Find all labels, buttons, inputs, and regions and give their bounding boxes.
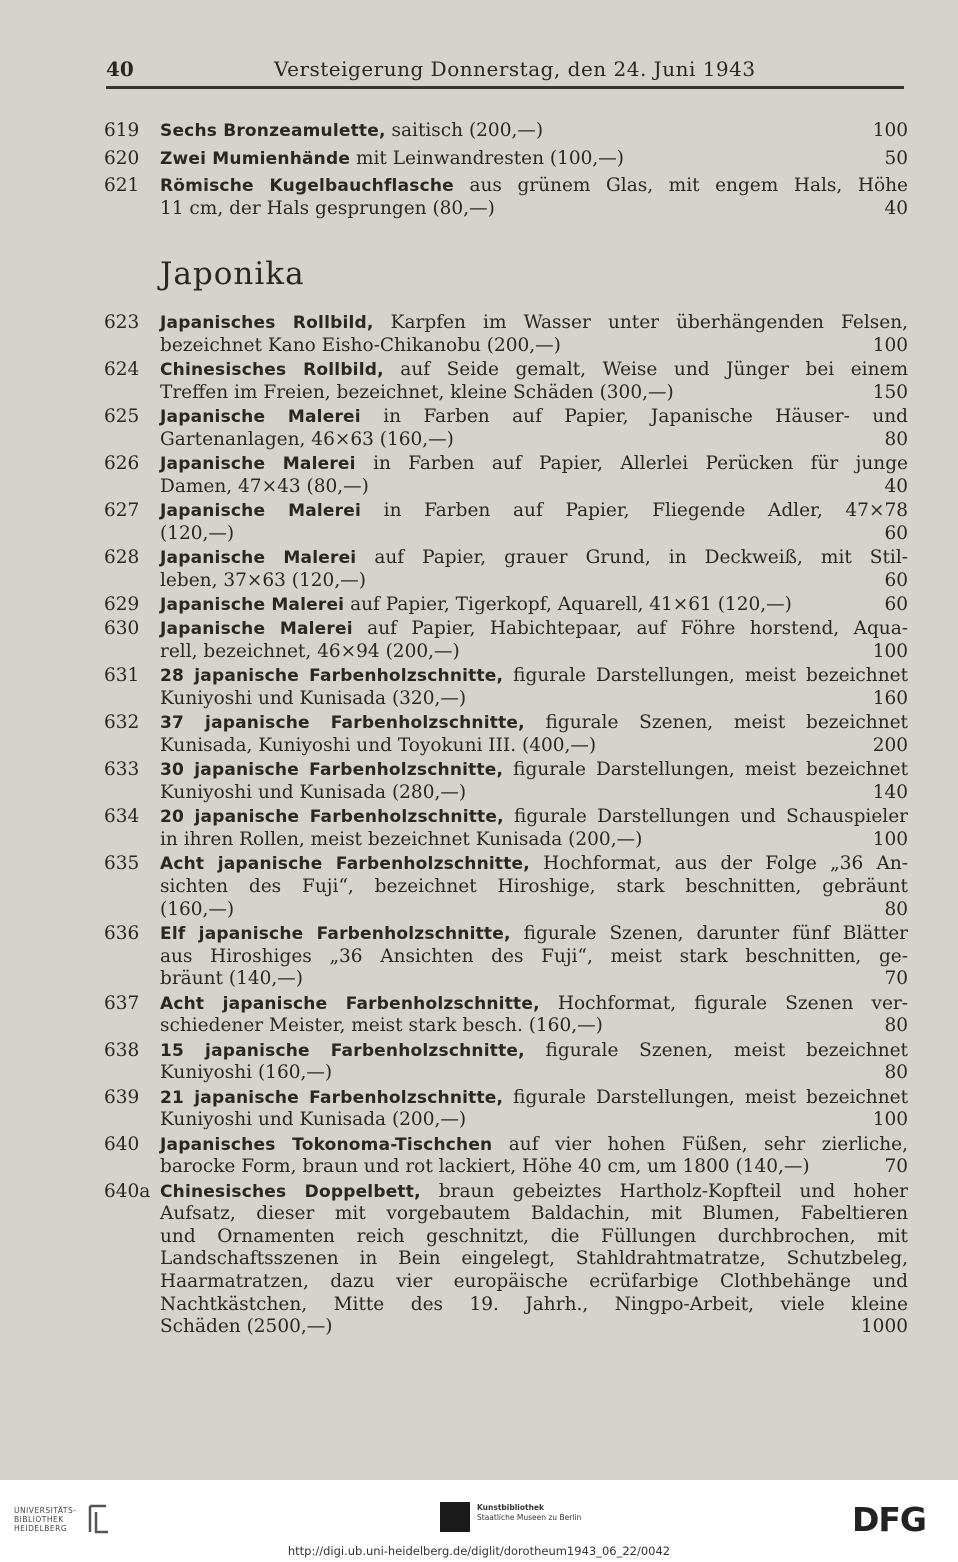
lot-text: figurale Szenen, darunter fünf Blätter [510, 923, 908, 944]
lot-description [160, 1181, 908, 1339]
description-line [160, 1040, 908, 1063]
catalog-entry [104, 406, 908, 451]
description-line [160, 1294, 908, 1317]
lot-number: 619 [104, 120, 140, 141]
lot-title: 15 japanische Farbenholzschnitte, [160, 1040, 525, 1061]
description-line [160, 312, 908, 335]
lot-price: 80 [884, 428, 908, 450]
ub-heidelberg-logo[interactable]: UNIVERSITÄTS- BIBLIOTHEK HEIDELBERG [14, 1506, 77, 1533]
catalog-entry [104, 148, 908, 171]
description-line [160, 120, 908, 143]
lot-description [160, 312, 908, 357]
catalog-entry [104, 359, 908, 404]
description-line [160, 946, 908, 969]
description-line [160, 175, 908, 198]
lot-price: 60 [884, 522, 908, 544]
description-line [160, 1316, 908, 1339]
lot-description [160, 359, 908, 404]
header-rule [106, 86, 904, 89]
lot-text: figurale Szenen, meist bezeichnet [524, 712, 908, 734]
lot-price: 80 [884, 1062, 908, 1084]
lot-text: figurale Szenen, meist bezeichnet [524, 1039, 908, 1061]
lot-description [160, 547, 908, 592]
lot-text: Hochformat, aus der Folge „36 An- [529, 853, 908, 875]
lot-number: 633 [104, 759, 140, 781]
description-line [160, 1134, 908, 1157]
lot-text: Kunisada, Kuniyoshi und Toyokuni III. (400,—) [160, 734, 597, 756]
lot-text: auf Papier, Habichtepaar, auf Föhre horstend, Aqua- [352, 618, 908, 640]
description-line [160, 688, 908, 711]
lot-title: 37 japanische Farbenholzschnitte, [160, 713, 525, 734]
description-line [160, 712, 908, 735]
lot-text: Nachtkästchen, Mitte des 19. Jahrh., Ningpo-Arbeit, viele kleine [160, 1293, 908, 1315]
lot-number: 631 [104, 665, 140, 687]
description-line [160, 735, 908, 758]
lot-description [160, 759, 908, 804]
lot-description [160, 120, 908, 143]
description-line [160, 1248, 908, 1271]
lot-number: 629 [104, 594, 140, 615]
lot-number: 624 [104, 359, 140, 380]
lot-description [160, 175, 908, 220]
lot-text: (160,—) [160, 898, 235, 920]
lot-description [160, 500, 908, 545]
description-line [160, 1181, 908, 1204]
lot-description [160, 1134, 908, 1179]
lot-description [160, 618, 908, 663]
lot-price: 140 [872, 781, 908, 803]
lot-text: (120,—) [160, 522, 235, 544]
lot-text: figurale Darstellungen und Schauspieler [503, 806, 908, 828]
lot-title: 30 japanische Farbenholzschnitte, [160, 760, 504, 781]
lot-title: Chinesisches Doppelbett, [160, 1181, 421, 1202]
description-line [160, 500, 908, 523]
lot-text: figurale Darstellungen, meist bezeichnet [503, 1086, 909, 1108]
lot-text: Landschaftsszenen in Bein eingelegt, Stahldrahtmatratze, Schutzbeleg, [160, 1248, 908, 1270]
lot-number: 620 [104, 147, 140, 169]
lot-description [160, 1087, 908, 1132]
description-line [160, 335, 908, 358]
lot-text: Karpfen im Wasser unter überhängenden Felsen, [373, 312, 908, 333]
lot-number: 634 [104, 806, 140, 828]
lot-price: 1000 [860, 1316, 908, 1338]
page-header [106, 57, 906, 85]
description-line [160, 1087, 908, 1110]
lot-number: 630 [104, 618, 140, 640]
catalog-entry [104, 1040, 908, 1085]
lot-price: 150 [872, 381, 908, 403]
lot-text: bezeichnet Kano Eisho-Chikanobu (200,—) [160, 334, 561, 356]
lot-number: 625 [104, 406, 140, 427]
lot-text: leben, 37×63 (120,—) [160, 569, 366, 591]
section-title: Japonika [160, 256, 305, 292]
description-line [160, 923, 908, 946]
description-line [160, 829, 908, 852]
description-line [160, 782, 908, 805]
catalog-entry [104, 1087, 908, 1132]
lot-text: Aufsatz, dieser mit vorgebautem Baldachin, mit Blumen, Fabeltieren [160, 1203, 908, 1225]
lot-text: Gartenanlagen, 46×63 (160,—) [160, 428, 454, 450]
lot-number: 626 [104, 453, 140, 474]
lot-text: barocke Form, braun und rot lackiert, Höhe 40 cm, um 1800 (140,—) [160, 1156, 810, 1178]
lot-description [160, 406, 908, 451]
lot-text: Schäden (2500,—) [160, 1316, 333, 1338]
lot-title: Japanische Malerei [160, 619, 353, 640]
lot-title: Sechs Bronzeamulette, [160, 121, 386, 141]
lot-title: Elf japanische Farbenholzschnitte, [160, 924, 511, 944]
lot-description [160, 1040, 908, 1085]
description-line [160, 1015, 908, 1038]
lot-text: aus grünem Glas, mit engem Hals, Höhe [453, 175, 908, 197]
kunstbibliothek-logo-text: Kunstbibliothek Staatliche Museen zu Berlin [477, 1503, 582, 1522]
description-line [160, 1203, 908, 1226]
lot-price: 160 [872, 687, 908, 709]
description-line [160, 993, 908, 1016]
page-number: 40 [106, 57, 134, 81]
catalog-entry [104, 806, 908, 851]
lot-description [160, 453, 908, 498]
lot-title: Acht japanische Farbenholzschnitte, [160, 854, 530, 875]
lot-text: 11 cm, der Hals gesprungen (80,—) [160, 197, 495, 219]
page-title: Versteigerung Donnerstag, den 24. Juni 1943 [274, 57, 756, 81]
lot-text: rell, bezeichnet, 46×94 (200,—) [160, 640, 460, 662]
lot-price: 100 [872, 1109, 908, 1131]
lot-text: mit Leinwandresten (100,—) [350, 147, 625, 169]
description-line [160, 806, 908, 829]
description-line [160, 429, 908, 452]
catalog-entry [104, 618, 908, 663]
lot-text: in Farben auf Papier, Japanische Häuser- und [360, 406, 908, 427]
lot-price: 70 [884, 968, 908, 990]
lot-number: 635 [104, 853, 140, 875]
dfg-logo[interactable]: DFG [852, 1500, 927, 1539]
description-line [160, 382, 908, 405]
lot-price: 200 [872, 734, 908, 756]
lot-text: Treffen im Freien, bezeichnet, kleine Schäden (300,—) [160, 381, 674, 403]
description-line [160, 618, 908, 641]
catalog-entry [104, 1134, 908, 1179]
lot-title: 21 japanische Farbenholzschnitte, [160, 1087, 504, 1108]
footer [0, 1480, 958, 1562]
description-line [160, 523, 908, 546]
lot-number: 623 [104, 312, 140, 333]
lot-price: 100 [872, 120, 908, 141]
lot-title: Japanische Malerei [160, 454, 356, 474]
lot-text: Kuniyoshi und Kunisada (200,—) [160, 1109, 467, 1131]
description-line [160, 570, 908, 593]
lot-title: Japanische Malerei [160, 548, 357, 568]
lot-text: figurale Darstellungen, meist bezeichnet [503, 665, 909, 687]
description-line [160, 1109, 908, 1132]
lot-description [160, 665, 908, 710]
lot-number: 627 [104, 500, 140, 521]
lot-text: auf Papier, Tigerkopf, Aquarell, 41×61 (120,—) [344, 594, 792, 615]
catalog-entry [104, 923, 908, 991]
lot-description [160, 923, 908, 991]
lot-text: Hochformat, figurale Szenen ver- [539, 992, 909, 1014]
description-line [160, 641, 908, 664]
description-line [160, 1271, 908, 1294]
catalog-entry [104, 120, 908, 143]
catalog-entry [104, 175, 908, 220]
lot-text: auf vier hohen Füßen, sehr zierliche, [492, 1133, 908, 1155]
description-line [160, 876, 908, 899]
lot-text: bräunt (140,—) [160, 968, 303, 990]
description-line [160, 968, 908, 991]
lot-number: 621 [104, 175, 140, 197]
description-line [160, 453, 908, 476]
catalog-entry [104, 594, 908, 617]
lot-title: Japanisches Tokonoma-Tischchen [160, 1134, 493, 1155]
lot-text: auf Papier, grauer Grund, in Deckweiß, mit Stil- [356, 547, 909, 568]
source-url[interactable]: http://digi.ub.uni-heidelberg.de/diglit/dorotheum1943_06_22/0042 [287, 1544, 671, 1558]
catalog-entry [104, 312, 908, 357]
lot-title: Japanisches Rollbild, [160, 313, 374, 333]
lot-text: sichten des Fuji“, bezeichnet Hiroshige, stark beschnitten, gebräunt [160, 875, 908, 897]
lot-text: Haarmatratzen, dazu vier europäische ecrüfarbige Clothbehänge und [160, 1270, 908, 1292]
lot-title: Japanische Malerei [160, 501, 361, 521]
lot-text: saitisch (200,—) [385, 120, 544, 141]
lot-number: 632 [104, 712, 140, 734]
lot-price: 60 [884, 569, 908, 591]
lot-number: 628 [104, 547, 140, 568]
lot-price: 70 [884, 1156, 908, 1178]
lot-description [160, 712, 908, 757]
lot-title: Zwei Mumienhände [160, 148, 351, 169]
lot-number: 639 [104, 1086, 140, 1108]
lot-price: 60 [884, 594, 908, 615]
catalog-entry [104, 500, 908, 545]
lot-text: in Farben auf Papier, Fliegende Adler, 47×78 [361, 500, 908, 521]
description-line [160, 1156, 908, 1179]
description-line [160, 759, 908, 782]
lot-price: 80 [884, 898, 908, 920]
catalog-entry [104, 1181, 908, 1339]
lot-title: 28 japanische Farbenholzschnitte, [160, 666, 504, 687]
lot-number: 640a [104, 1180, 151, 1202]
catalog-entry [104, 712, 908, 757]
lot-price: 100 [872, 334, 908, 356]
description-line [160, 198, 908, 221]
description-line [160, 853, 908, 876]
description-line [160, 594, 908, 617]
catalog-entry [104, 547, 908, 592]
catalog-entry [104, 665, 908, 710]
lot-description [160, 806, 908, 851]
catalog-entry [104, 453, 908, 498]
catalog-entry [104, 759, 908, 804]
lot-price: 50 [884, 147, 908, 169]
lot-title: Japanische Malerei [160, 407, 361, 427]
description-line [160, 148, 908, 171]
lot-text: Kuniyoshi (160,—) [160, 1062, 333, 1084]
description-line [160, 665, 908, 688]
lot-text: Damen, 47×43 (80,—) [160, 475, 369, 497]
lot-number: 637 [104, 992, 140, 1014]
lot-description [160, 148, 908, 171]
lot-price: 40 [884, 197, 908, 219]
catalog-entry [104, 993, 908, 1038]
lot-price: 100 [872, 640, 908, 662]
lot-title: Japanische Malerei [160, 595, 345, 615]
kunstbibliothek-logo-icon[interactable] [440, 1502, 470, 1532]
lot-text: figurale Darstellungen, meist bezeichnet [503, 759, 909, 781]
lot-description [160, 993, 908, 1038]
lot-text: Kuniyoshi und Kunisada (280,—) [160, 781, 467, 803]
catalog-entry [104, 853, 908, 921]
lot-text: Kuniyoshi und Kunisada (320,—) [160, 687, 467, 709]
lot-title: Acht japanische Farbenholzschnitte, [160, 993, 540, 1014]
ub-mark-icon [86, 1504, 110, 1534]
lot-price: 40 [884, 475, 908, 497]
lot-text: schiedener Meister, meist stark besch. (160,—) [160, 1015, 603, 1037]
lot-number: 636 [104, 923, 140, 944]
lot-description [160, 594, 908, 617]
description-line [160, 1226, 908, 1249]
lot-description [160, 853, 908, 921]
description-line [160, 359, 908, 382]
lot-title: Römische Kugelbauchflasche [160, 176, 454, 197]
lot-number: 638 [104, 1039, 140, 1061]
lot-title: 20 japanische Farbenholzschnitte, [160, 807, 504, 828]
lot-text: aus Hiroshiges „36 Ansichten des Fuji“, meist stark beschnitten, ge- [160, 945, 908, 967]
lot-price: 100 [872, 828, 908, 850]
lot-price: 80 [884, 1015, 908, 1037]
lot-title: Chinesisches Rollbild, [160, 360, 384, 380]
description-line [160, 547, 908, 570]
description-line [160, 476, 908, 499]
lot-text: in ihren Rollen, meist bezeichnet Kunisada (200,—) [160, 828, 643, 850]
description-line [160, 899, 908, 922]
lot-text: und Ornamenten reich geschnitzt, die Füllungen durchbrochen, mit [160, 1225, 908, 1247]
lot-text: auf Seide gemalt, Weise und Jünger bei einem [383, 359, 908, 380]
lot-text: in Farben auf Papier, Allerlei Perücken für junge [355, 453, 909, 474]
description-line [160, 406, 908, 429]
description-line [160, 1062, 908, 1085]
lot-number: 640 [104, 1133, 140, 1155]
lot-text: braun gebeiztes Hartholz-Kopfteil und hoher [420, 1180, 909, 1202]
